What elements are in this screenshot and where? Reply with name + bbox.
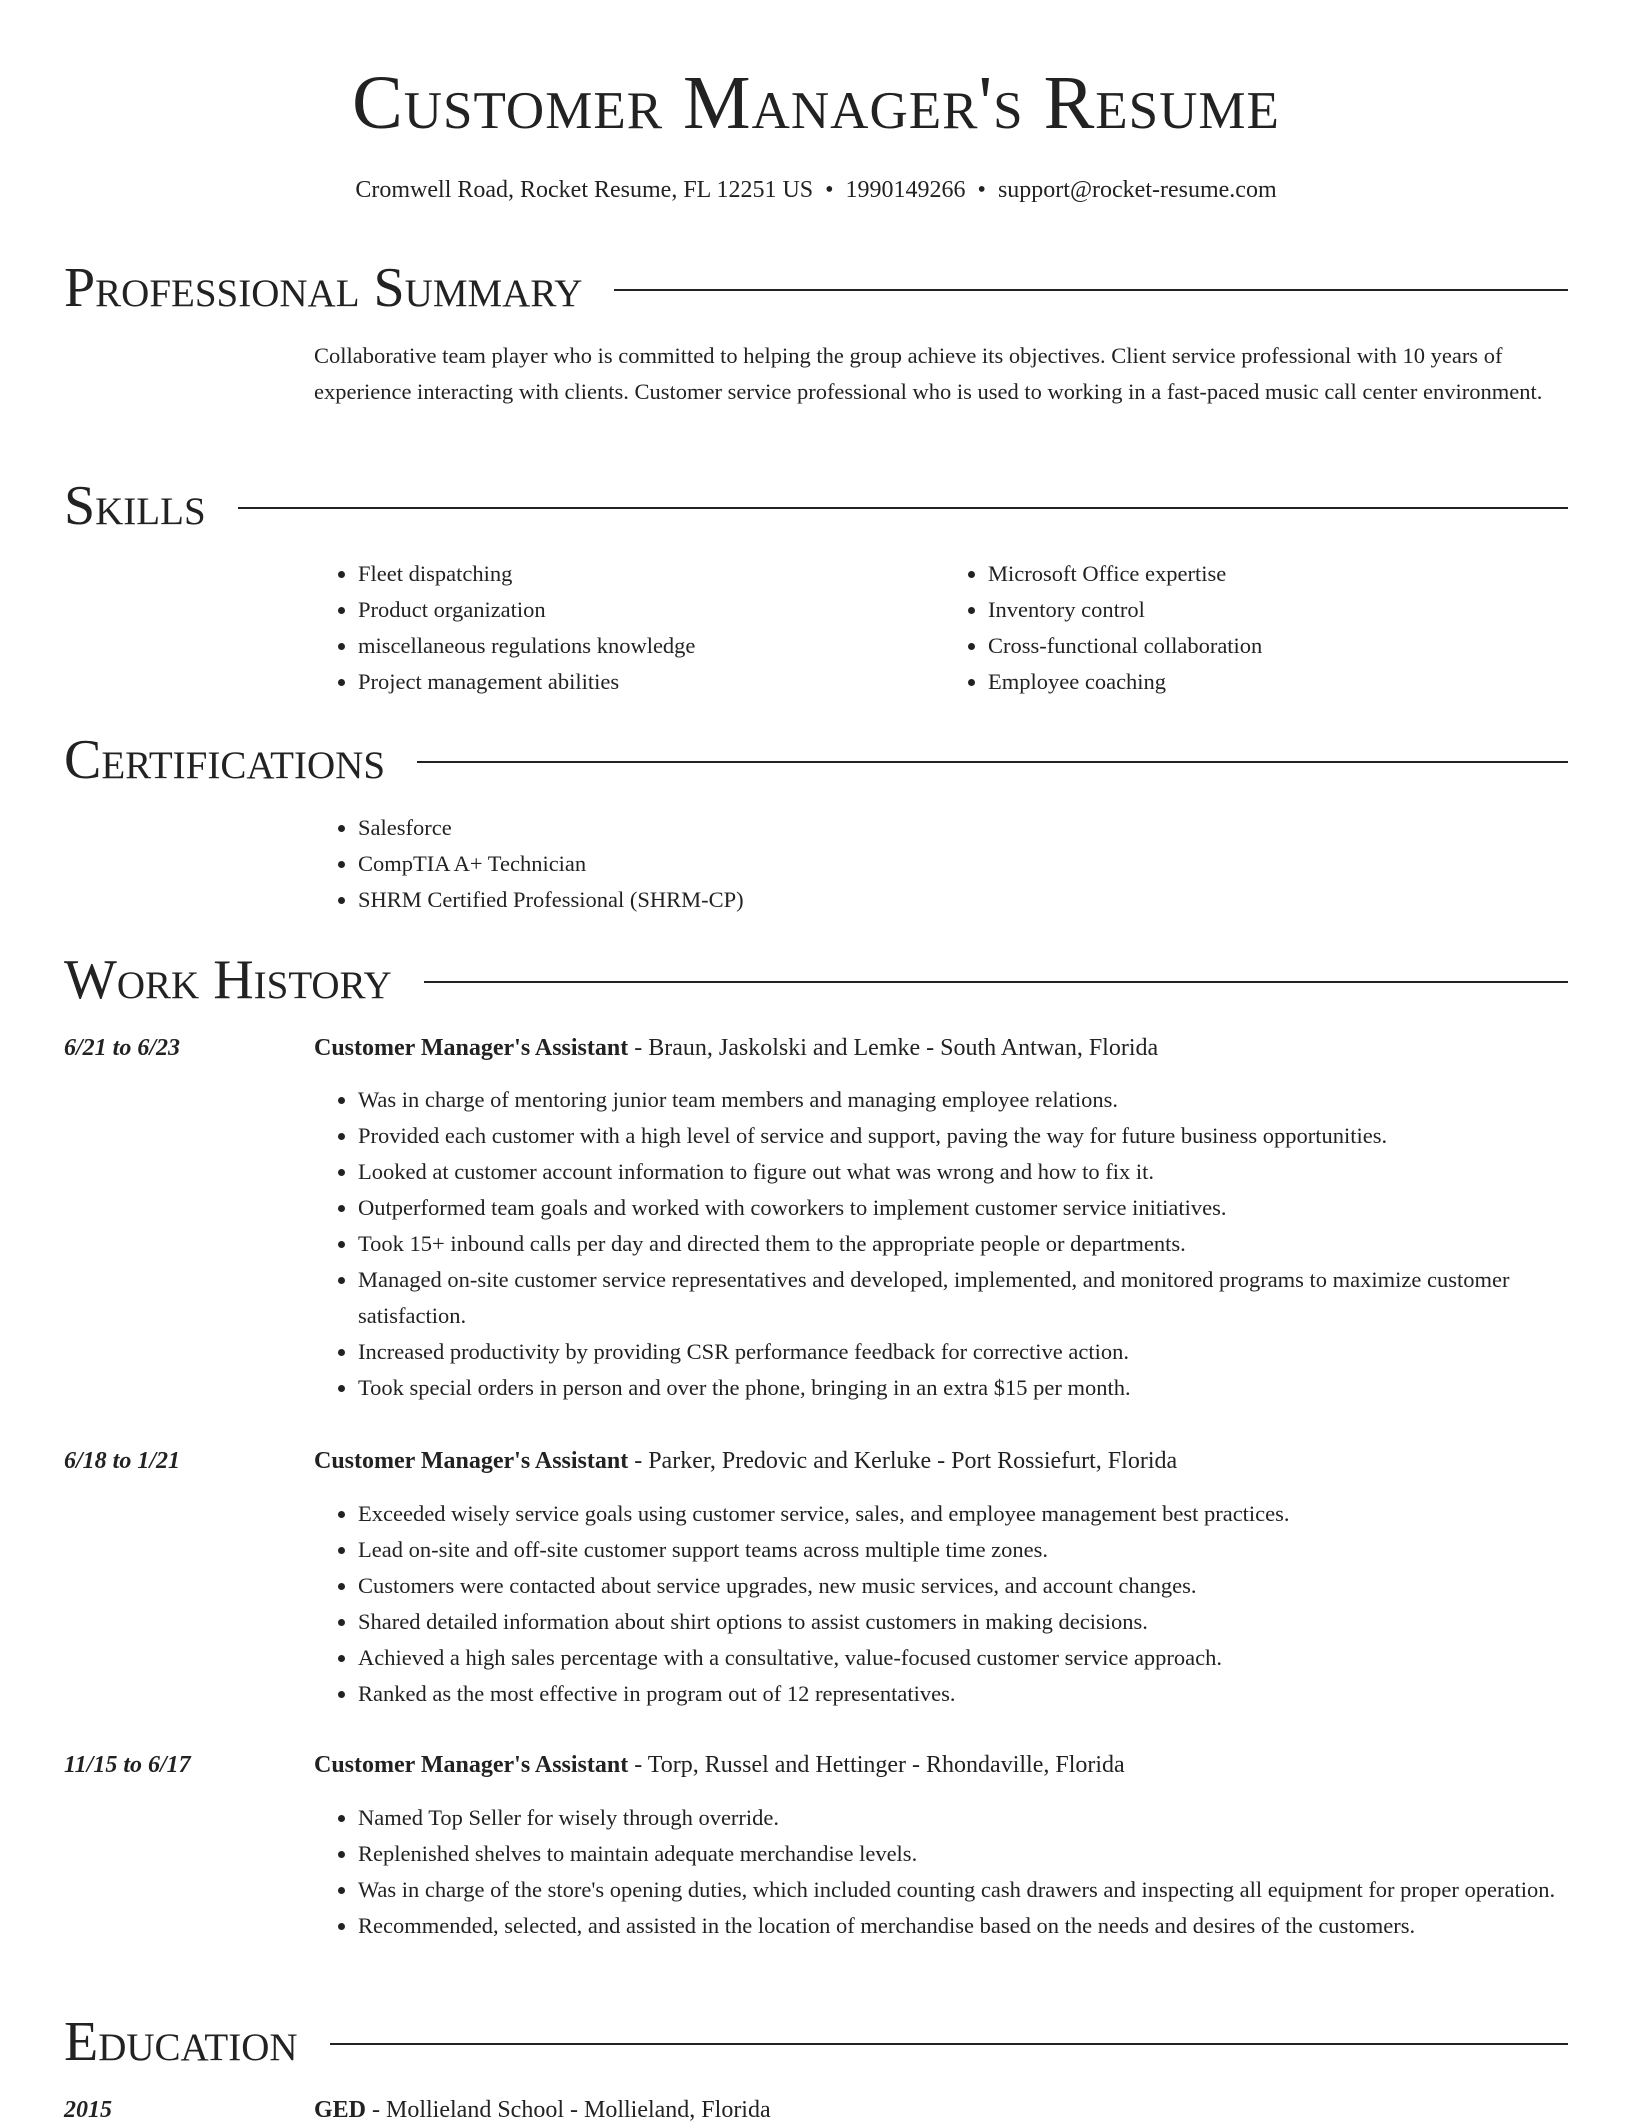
job-bullet: • Exceeded wisely service goals using customer service, sales, and employee management best practices. bbox=[358, 1496, 1618, 1532]
separator-dot: • bbox=[825, 177, 834, 203]
section-title: Certifications bbox=[64, 729, 386, 791]
job-heading bbox=[314, 1747, 1574, 1783]
education-degree: GED bbox=[314, 2097, 367, 2123]
section-header-certifications bbox=[64, 730, 1568, 790]
skill-item: • Cross-functional collaboration bbox=[988, 628, 1574, 664]
job-title: Customer Manager's Assistant bbox=[314, 1752, 629, 1778]
section-divider bbox=[238, 507, 1568, 509]
job-bullet: • Took 15+ inbound calls per day and directed them to the appropriate people or departments. bbox=[358, 1226, 1618, 1262]
skill-item: • miscellaneous regulations knowledge bbox=[358, 628, 944, 664]
section-title: Skills bbox=[64, 475, 206, 537]
section-divider bbox=[614, 289, 1568, 291]
section-divider bbox=[330, 2043, 1568, 2045]
contact-phone: 1990149266 bbox=[845, 177, 966, 203]
job-bullet: • Achieved a high sales percentage with a consultative, value-focused customer service approach. bbox=[358, 1640, 1618, 1676]
job-bullets bbox=[314, 1800, 1618, 1944]
section-divider bbox=[424, 981, 1568, 983]
job-bullet: • Recommended, selected, and assisted in the location of merchandise based on the needs and desires of the customers. bbox=[358, 1908, 1618, 1944]
job-bullets bbox=[314, 1496, 1618, 1712]
section-title: Work History bbox=[64, 949, 392, 1011]
job-bullet: • Replenished shelves to maintain adequate merchandise levels. bbox=[358, 1836, 1618, 1872]
job-bullet: • Shared detailed information about shirt options to assist customers in making decisions. bbox=[358, 1604, 1618, 1640]
job-dates: 11/15 to 6/17 bbox=[64, 1752, 191, 1778]
skill-item: • Product organization bbox=[358, 592, 944, 628]
job-employer: - Torp, Russel and Hettinger - Rhondaville, Florida bbox=[628, 1752, 1125, 1778]
skill-item: • Fleet dispatching bbox=[358, 556, 944, 592]
education-school: - Mollieland School - Mollieland, Florida bbox=[366, 2097, 771, 2123]
education-heading bbox=[314, 2092, 771, 2128]
job-bullet: • Managed on-site customer service representatives and developed, implemented, and monitored programs to maximize customer satisfaction. bbox=[358, 1262, 1618, 1334]
job-dates: 6/21 to 6/23 bbox=[64, 1035, 181, 1061]
job-heading bbox=[314, 1030, 1574, 1066]
job-dates: 6/18 to 1/21 bbox=[64, 1448, 181, 1474]
job-bullet: • Ranked as the most effective in program out of 12 representatives. bbox=[358, 1676, 1618, 1712]
contact-email: support@rocket-resume.com bbox=[997, 177, 1277, 203]
section-title: Professional Summary bbox=[64, 257, 583, 319]
skill-item: • Inventory control bbox=[988, 592, 1574, 628]
job-employer: - Braun, Jaskolski and Lemke - South Antwan, Florida bbox=[628, 1035, 1159, 1061]
contact-address: Cromwell Road, Rocket Resume, FL 12251 US bbox=[355, 177, 814, 203]
skills-list bbox=[314, 556, 1574, 700]
skills-column-left bbox=[314, 556, 944, 700]
section-header-education bbox=[64, 2012, 1568, 2072]
section-title: Education bbox=[64, 2011, 298, 2073]
skills-column-right bbox=[944, 556, 1574, 700]
job-bullet: • Took special orders in person and over the phone, bringing in an extra $15 per month. bbox=[358, 1370, 1618, 1406]
skill-item: • Microsoft Office expertise bbox=[988, 556, 1574, 592]
job-heading bbox=[314, 1443, 1574, 1479]
job-title: Customer Manager's Assistant bbox=[314, 1448, 629, 1474]
job-bullets bbox=[314, 1082, 1618, 1406]
certification-item: • CompTIA A+ Technician bbox=[358, 846, 1574, 882]
certification-item: • Salesforce bbox=[358, 810, 1574, 846]
job-bullet: • Outperformed team goals and worked with coworkers to implement customer service initiatives. bbox=[358, 1190, 1618, 1226]
job-bullet: • Was in charge of mentoring junior team members and managing employee relations. bbox=[358, 1082, 1618, 1118]
education-year: 2015 bbox=[64, 2097, 112, 2123]
skill-item: • Project management abilities bbox=[358, 664, 944, 700]
resume-title: Customer Manager's Resume bbox=[352, 61, 1280, 145]
job-bullet: • Provided each customer with a high level of service and support, paving the way for future business opportunities. bbox=[358, 1118, 1618, 1154]
section-header-summary bbox=[64, 258, 1568, 318]
certifications-list bbox=[314, 810, 1574, 918]
job-bullet: • Named Top Seller for wisely through override. bbox=[358, 1800, 1618, 1836]
certification-item: • SHRM Certified Professional (SHRM-CP) bbox=[358, 882, 1574, 918]
summary-text: Collaborative team player who is committed to helping the group achieve its objectives. Client service professional with 10 years of experience interacting with clients. Customer service professional who is used to working in a fast-paced music call center environment. bbox=[314, 343, 1543, 404]
contact-line bbox=[0, 174, 1632, 206]
job-bullet: • Lead on-site and off-site customer support teams across multiple time zones. bbox=[358, 1532, 1618, 1568]
section-header-skills bbox=[64, 476, 1568, 536]
section-divider bbox=[417, 761, 1568, 763]
separator-dot: • bbox=[977, 177, 986, 203]
section-header-work-history bbox=[64, 950, 1568, 1010]
job-bullet: • Looked at customer account information to figure out what was wrong and how to fix it. bbox=[358, 1154, 1618, 1190]
skill-item: • Employee coaching bbox=[988, 664, 1574, 700]
job-employer: - Parker, Predovic and Kerluke - Port Rossiefurt, Florida bbox=[628, 1448, 1178, 1474]
job-bullet: • Increased productivity by providing CSR performance feedback for corrective action. bbox=[358, 1334, 1618, 1370]
job-bullet: • Was in charge of the store's opening duties, which included counting cash drawers and inspecting all equipment for proper operation. bbox=[358, 1872, 1618, 1908]
job-title: Customer Manager's Assistant bbox=[314, 1035, 629, 1061]
job-bullet: • Customers were contacted about service upgrades, new music services, and account changes. bbox=[358, 1568, 1618, 1604]
